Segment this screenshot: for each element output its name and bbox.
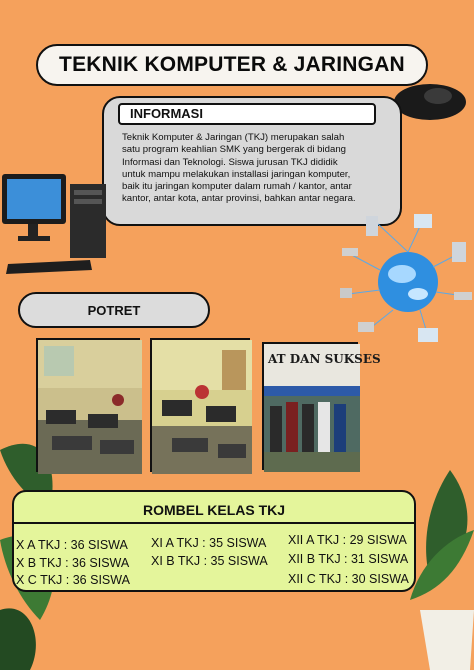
informasi-text: Teknik Komputer & Jaringan (TKJ) merupakan salah satu program keahlian SMK yang bergerak di bidang Informasi dan Teknologi. Siswa jurusan TKJ dididik untuk mampu melakukan installasi jaringan komputer, baik itu jaringan komputer dalam rumah / kantor, antar kantor, antar kota, antar provinsi, bahkan antar negara. [122, 132, 356, 205]
rombel-divider [14, 522, 416, 524]
classroom-photo-1 [36, 338, 140, 472]
class-item: XII C TKJ : 30 SISWA [288, 572, 409, 586]
group-photo [262, 342, 381, 470]
class-item: XII A TKJ : 29 SISWA [288, 533, 407, 547]
class-item: XI A TKJ : 35 SISWA [151, 536, 267, 550]
class-item: XI B TKJ : 35 SISWA [151, 554, 268, 568]
network-globe-icon [338, 212, 474, 348]
potret-title: POTRET [18, 292, 210, 328]
computer-icon [0, 168, 118, 286]
page-title: TEKNIK KOMPUTER & JARINGAN [36, 44, 428, 86]
rombel-title: ROMBEL KELAS TKJ [142, 502, 286, 518]
class-item: X B TKJ : 36 SISWA [16, 556, 130, 570]
informasi-title: INFORMASI [130, 106, 203, 121]
class-item: X A TKJ : 36 SISWA [16, 538, 128, 552]
group-photo-banner: AT DAN SUKSES [268, 352, 381, 366]
class-item: X C TKJ : 36 SISWA [16, 573, 130, 587]
classroom-photo-2 [150, 338, 250, 472]
class-item: XII B TKJ : 31 SISWA [288, 552, 409, 566]
